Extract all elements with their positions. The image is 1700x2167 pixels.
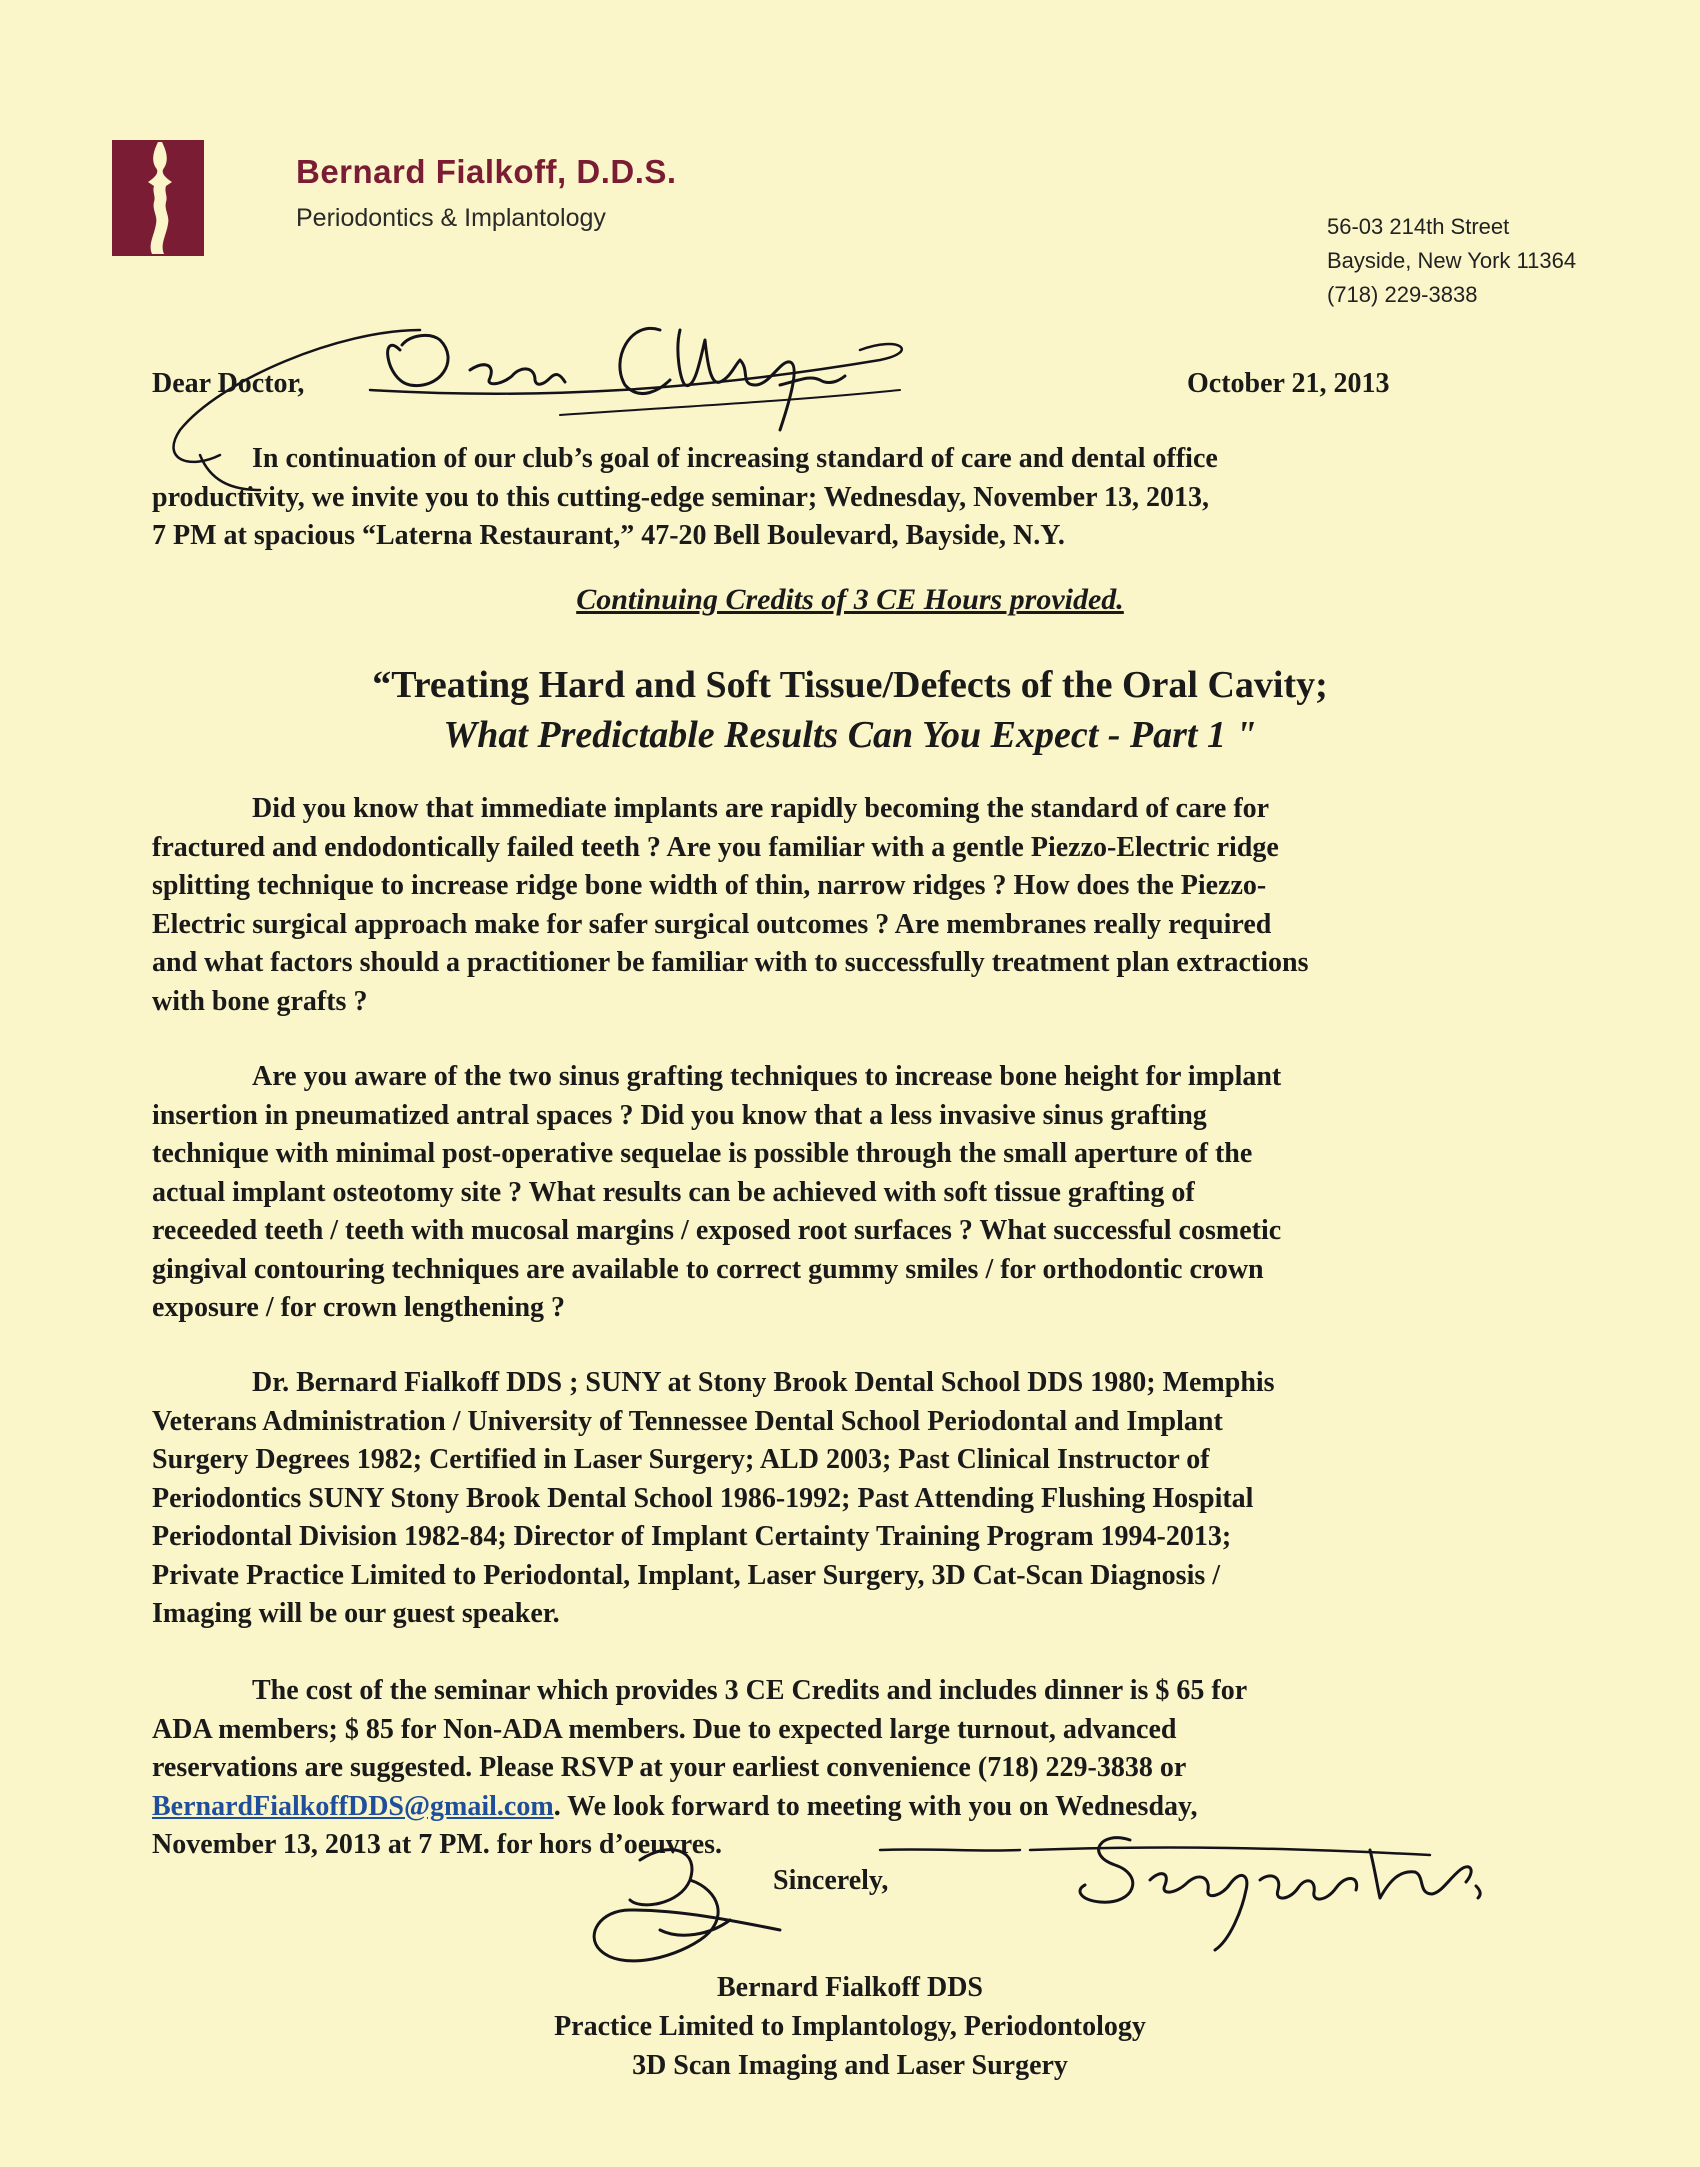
paragraph-line: Veterans Administration / University of Tennessee Dental School Periodontal and Implant xyxy=(152,1405,1223,1437)
paragraph-line: Periodontal Division 1982-84; Director of Implant Certainty Training Program 1994-2013; xyxy=(152,1521,1232,1552)
paragraph-line: Did you know that immediate implants are rapidly becoming the standard of care for xyxy=(252,793,1270,824)
paragraph-line: Imaging will be our guest speaker. xyxy=(152,1598,560,1629)
paragraph-line: Surgery Degrees 1982; Certified in Laser Surgery; ALD 2003; Past Clinical Instructor of xyxy=(152,1444,1210,1475)
practice-name: Bernard Fialkoff, D.D.S. xyxy=(296,153,677,190)
paragraph-line: gingival contouring techniques are available to correct gummy smiles / for orthodontic crown xyxy=(152,1253,1264,1285)
paragraph-line: Dr. Bernard Fialkoff DDS ; SUNY at Stony Brook Dental School DDS 1980; Memphis xyxy=(252,1367,1275,1398)
paragraph-line: exposure / for crown lengthening ? xyxy=(152,1292,566,1323)
paragraph-sinus-grafting xyxy=(152,1058,1552,1328)
intro-line: 7 PM at spacious “Laterna Restaurant,” 47-20 Bell Boulevard, Bayside, N.Y. xyxy=(152,520,1065,551)
seminar-title xyxy=(0,660,1700,760)
paragraph-line: technique with minimal post-operative sequelae is possible through the small aperture of the xyxy=(152,1138,1253,1169)
signature-name: Bernard Fialkoff DDS xyxy=(717,1972,983,2003)
paragraph-line: with bone grafts ? xyxy=(152,985,368,1017)
signature-practice-line: Practice Limited to Implantology, Periodontology xyxy=(554,2011,1146,2042)
letter-date: October 21, 2013 xyxy=(1187,368,1390,399)
intro-paragraph xyxy=(152,440,1552,556)
paragraph-line: reservations are suggested. Please RSVP at your earliest convenience (718) 229-3838 or xyxy=(152,1752,1187,1783)
intro-line: productivity, we invite you to this cutting-edge seminar; Wednesday, November 13, 2013, xyxy=(152,481,1209,513)
paragraph-line: Are you aware of the two sinus grafting techniques to increase bone height for implant xyxy=(252,1061,1282,1092)
paragraph-line: Private Practice Limited to Periodontal, Implant, Laser Surgery, 3D Cat-Scan Diagnosis / xyxy=(152,1559,1221,1591)
salutation: Dear Doctor, xyxy=(152,368,305,399)
paragraph-line: and what factors should a practitioner be familiar with to successfully treatment plan extractions xyxy=(152,947,1309,978)
practice-address xyxy=(1327,210,1576,312)
paragraph-line: receeded teeth / teeth with mucosal margins / exposed root surfaces ? What successful cosmetic xyxy=(152,1215,1282,1246)
address-phone: (718) 229-3838 xyxy=(1327,282,1478,307)
address-city: Bayside, New York 11364 xyxy=(1327,248,1577,273)
paragraph-line: insertion in pneumatized antral spaces ? Did you know that a less invasive sinus grafting xyxy=(152,1099,1207,1131)
paragraph-line: . We look forward to meeting with you on Wednesday, xyxy=(553,1790,1198,1822)
paragraph-line: fractured and endodontically failed teeth ? Are you familiar with a gentle Piezzo-Electric ridge xyxy=(152,831,1279,863)
paragraph-line: The cost of the seminar which provides 3 CE Credits and includes dinner is $ 65 for xyxy=(252,1675,1248,1706)
practice-specialty: Periodontics & Implantology xyxy=(296,204,606,232)
seminar-title-line2: What Predictable Results Can You Expect - Part 1 " xyxy=(443,714,1257,756)
signature-block xyxy=(0,1968,1700,2085)
closing: Sincerely, xyxy=(773,1865,889,1896)
paragraph-line: actual implant osteotomy site ? What results can be achieved with soft tissue grafting of xyxy=(152,1176,1195,1208)
signature-services-line: 3D Scan Imaging and Laser Surgery xyxy=(632,2050,1068,2081)
address-street: 56-03 214th Street xyxy=(1327,214,1510,239)
paragraph-immediate-implants xyxy=(152,790,1552,1021)
paragraph-line: splitting technique to increase ridge bone width of thin, narrow ridges ? How does the Piezzo- xyxy=(152,870,1267,901)
intro-line: In continuation of our club’s goal of increasing standard of care and dental office xyxy=(252,443,1218,474)
paragraph-line: Electric surgical approach make for safer surgical outcomes ? Are membranes really required xyxy=(152,908,1272,940)
paragraph-line: Periodontics SUNY Stony Brook Dental School 1986-1992; Past Attending Flushing Hospital xyxy=(152,1482,1254,1514)
paragraph-line: November 13, 2013 at 7 PM. for hors d’oeuvres. xyxy=(152,1829,723,1860)
practice-logo xyxy=(112,140,204,256)
paragraph-speaker-bio xyxy=(152,1364,1552,1634)
paragraph-line: ADA members; $ 85 for Non-ADA members. Due to expected large turnout, advanced xyxy=(152,1713,1177,1745)
email-link[interactable]: BernardFialkoffDDS@gmail.com xyxy=(152,1790,554,1822)
credits-notice: Continuing Credits of 3 CE Hours provided. xyxy=(576,583,1124,616)
handwritten-note xyxy=(870,1810,1490,1960)
seminar-title-line1: “Treating Hard and Soft Tissue/Defects of the Oral Cavity; xyxy=(372,664,1328,706)
